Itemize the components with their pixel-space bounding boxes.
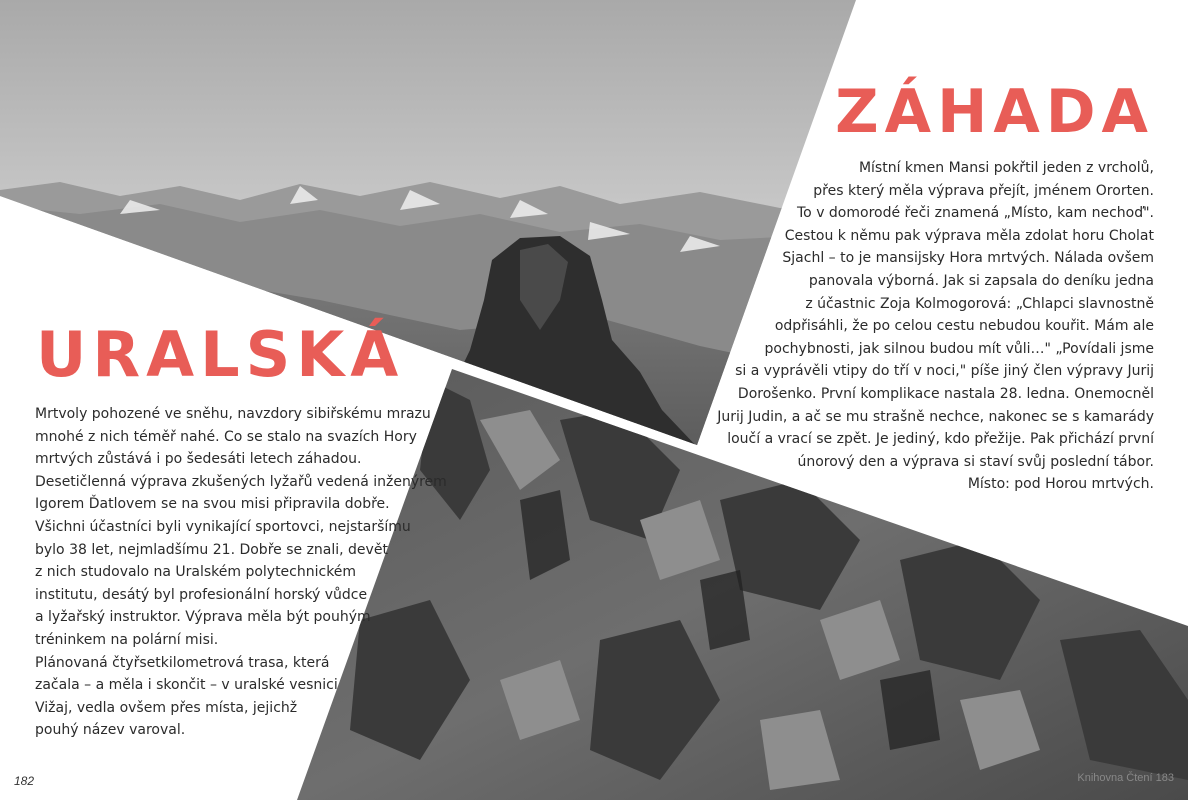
text-line: Vižaj, vedla ovšem přes místa, jejichž: [35, 699, 298, 716]
body-text-left: [35, 403, 447, 742]
text-line: Plánovaná čtyřsetkilometrová trasa, která: [35, 654, 330, 671]
text-line: Všichni účastníci byli vynikající sportovci, nejstaršímu: [35, 518, 411, 535]
text-line: bylo 38 let, nejmladšímu 21. Dobře se znali, devět: [35, 541, 388, 558]
page-number-left: 182: [14, 774, 35, 788]
text-line: Desetičlenná výprava zkušených lyžařů vedená inženýrem: [35, 473, 447, 490]
text-line: mrtvých zůstává i po šedesáti letech záhadou.: [35, 451, 362, 468]
text-line: únorový den a výprava si staví svůj poslední tábor.: [797, 453, 1154, 470]
text-line: přes který měla výprava přejít, jménem Ororten.: [813, 182, 1154, 199]
text-line: Sjachl – to je mansijsky Hora mrtvých. Nálada ovšem: [782, 250, 1154, 267]
text-line: pouhý název varoval.: [35, 722, 186, 739]
text-line: Místní kmen Mansi pokřtil jeden z vrcholů,: [858, 160, 1154, 176]
text-line: začala – a měla i skončit – v uralské vesnici: [35, 677, 338, 694]
text-line: z účastnic Zoja Kolmogorová: „Chlapci slavnostně: [805, 295, 1154, 312]
text-line: Místo: pod Horou mrtvých.: [967, 476, 1154, 493]
text-line: tréninkem na polární misi.: [35, 631, 219, 648]
text-line: mnohé z nich téměř nahé. Co se stalo na svazích Hory: [35, 428, 417, 445]
text-line: loučí a vrací se zpět. Je jediný, kdo přežije. Pak přichází první: [727, 431, 1154, 448]
text-line: institutu, desátý byl profesionální horský vůdce: [35, 586, 368, 603]
text-line: a lyžařský instruktor. Výprava měla být pouhým: [35, 609, 371, 626]
text-line: Mrtvoly pohozené ve sněhu, navzdory sibiřskému mrazu: [35, 406, 431, 422]
headline-uralska: URALSKÁ: [36, 318, 405, 391]
headline-zahada: ZÁHADA: [835, 77, 1154, 147]
text-line: To v domorodé řeči znamená „Místo, kam nechoď".: [797, 205, 1154, 222]
text-line: panovala výborná. Jak si zapsala do deníku jedna: [808, 272, 1154, 289]
text-line: Dorošenko. První komplikace nastala 28. ledna. Onemocněl: [737, 385, 1154, 402]
body-text-right: [717, 157, 1154, 496]
text-line: pochybnosti, jak silnou budou mít vůli…" „Povídali jsme: [764, 340, 1154, 357]
text-line: odpřisáhli, že po celou cestu nebudou kouřit. Mám ale: [774, 318, 1154, 335]
page-number-right: Knihovna Čtení 183: [1077, 772, 1174, 784]
text-line: si a vyprávěli vtipy do tří v noci," píše jiný člen výpravy Jurij: [735, 363, 1154, 380]
text-line: Cestou k němu pak výprava měla zdolat horu Cholat: [784, 227, 1154, 244]
text-line: Jurij Judin, a ač se mu strašně nechce, nakonec se s kamarády: [717, 408, 1154, 425]
text-line: z nich studovalo na Uralském polytechnickém: [35, 564, 357, 581]
text-line: Igorem Ďatlovem se na svou misi připravila dobře.: [35, 496, 390, 513]
